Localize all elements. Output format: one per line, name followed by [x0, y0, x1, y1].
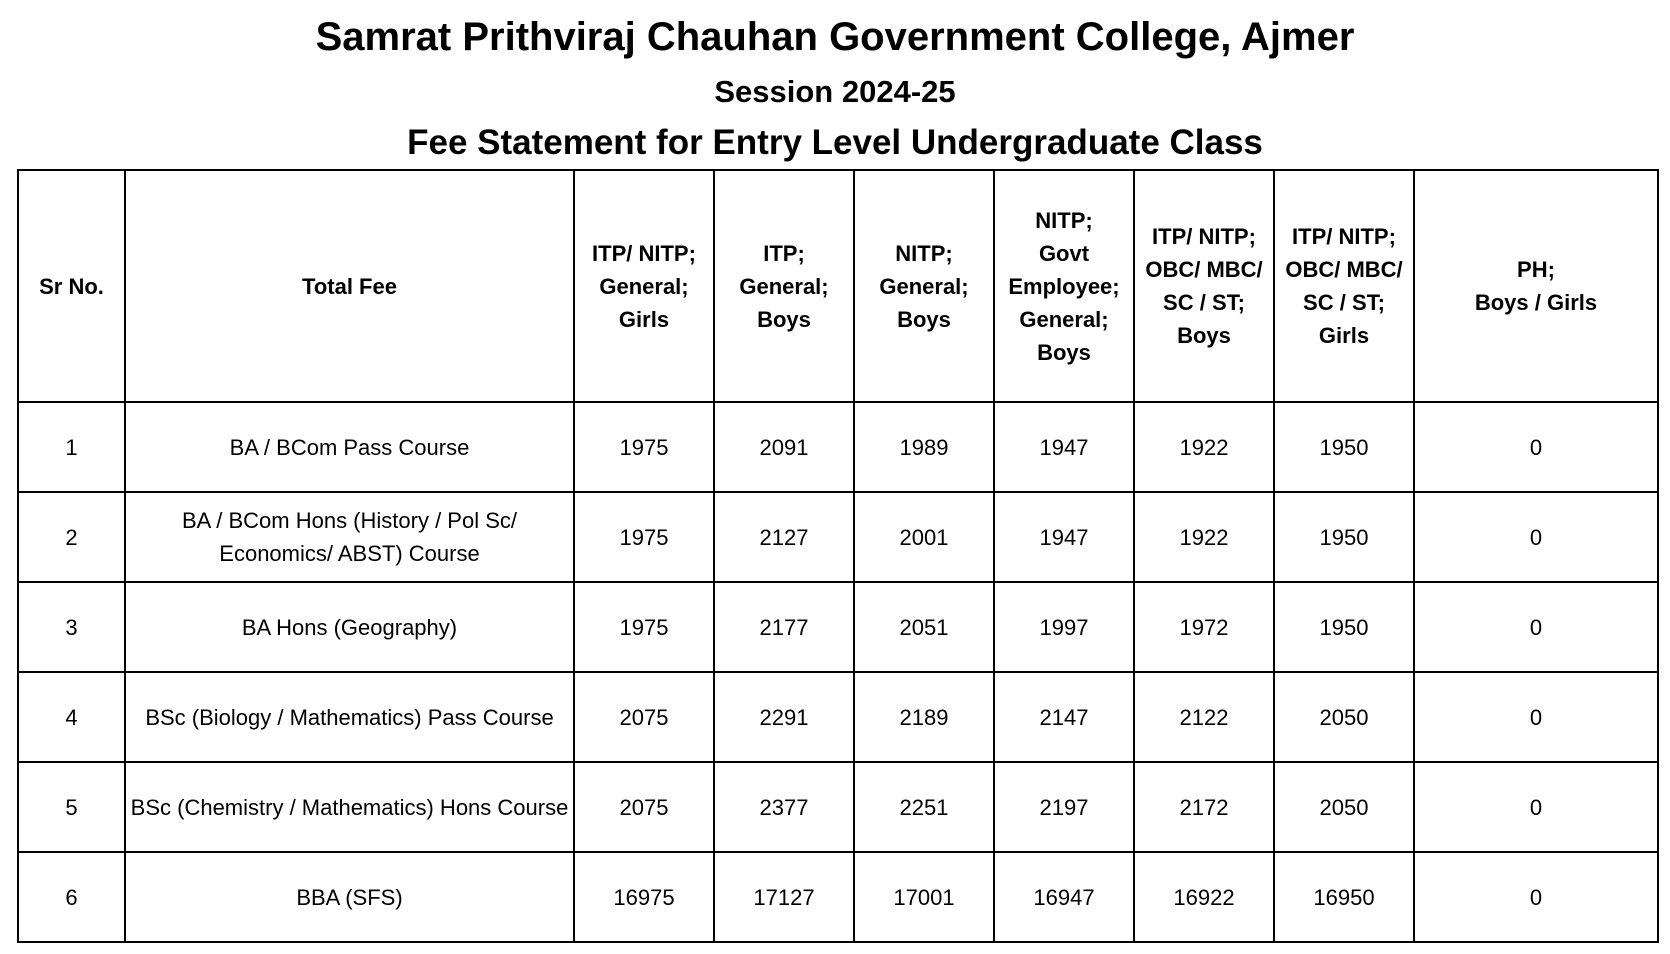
course-line: BSc (Biology / Mathematics) Pass Course — [145, 704, 554, 730]
fee-cell: 1950 — [1274, 402, 1414, 492]
course-cell — [125, 672, 574, 762]
course-line: BA / BCom Hons (History / Pol Sc/ — [182, 508, 517, 533]
fee-table — [17, 169, 1659, 943]
fee-cell: 2197 — [994, 762, 1134, 852]
course-cell — [125, 402, 574, 492]
fee-cell: 1972 — [1134, 582, 1274, 672]
table-row — [18, 402, 1658, 492]
column-header-line: Employee; — [1008, 273, 1120, 299]
sr-no-cell: 4 — [18, 672, 125, 762]
column-header-line: SC / ST; — [1163, 290, 1245, 315]
column-header-line: OBC/ MBC/ — [1145, 257, 1263, 282]
column-header — [854, 170, 994, 402]
column-header-line: ITP; — [763, 240, 805, 266]
column-header — [994, 170, 1134, 402]
column-header-line: NITP; — [1035, 207, 1093, 233]
column-header-line: NITP; — [895, 240, 953, 266]
sr-no-cell: 2 — [18, 492, 125, 582]
table-row — [18, 492, 1658, 582]
table-header-row — [18, 170, 1658, 402]
column-header-line: Boys — [1037, 339, 1091, 365]
fee-cell: 0 — [1414, 762, 1658, 852]
course-line: BA / BCom Pass Course — [229, 434, 470, 460]
column-header-line: OBC/ MBC/ — [1285, 257, 1403, 282]
column-header — [574, 170, 714, 402]
fee-cell: 1989 — [854, 402, 994, 492]
column-header-line: Boys — [897, 306, 951, 332]
table-row — [18, 582, 1658, 672]
column-header-line: General; — [739, 273, 829, 299]
column-header — [1414, 170, 1658, 402]
fee-cell: 1947 — [994, 492, 1134, 582]
fee-cell: 16950 — [1274, 852, 1414, 942]
column-header-line: Girls — [1318, 323, 1370, 348]
fee-cell: 2177 — [714, 582, 854, 672]
fee-cell: 1975 — [574, 582, 714, 672]
column-header — [18, 170, 125, 402]
session-label: Session 2024-25 — [714, 74, 956, 109]
fee-cell: 1922 — [1134, 402, 1274, 492]
college-title: Samrat Prithviraj Chauhan Government College, Ajmer — [315, 15, 1355, 59]
fee-cell: 2075 — [574, 672, 714, 762]
column-header-line: General; — [599, 273, 689, 299]
column-header-line: Boys — [757, 306, 811, 332]
fee-cell: 0 — [1414, 582, 1658, 672]
column-header — [125, 170, 574, 402]
column-header-line: PH; — [1517, 257, 1555, 282]
fee-cell: 2377 — [714, 762, 854, 852]
fee-cell: 2291 — [714, 672, 854, 762]
fee-cell: 2127 — [714, 492, 854, 582]
fee-cell: 17001 — [854, 852, 994, 942]
fee-cell: 2050 — [1274, 672, 1414, 762]
fee-cell: 2091 — [714, 402, 854, 492]
column-header-line: Girls — [618, 306, 670, 332]
fee-cell: 16947 — [994, 852, 1134, 942]
column-header — [714, 170, 854, 402]
fee-cell: 1950 — [1274, 582, 1414, 672]
fee-cell: 2051 — [854, 582, 994, 672]
fee-cell: 2189 — [854, 672, 994, 762]
course-cell — [125, 582, 574, 672]
fee-cell: 2251 — [854, 762, 994, 852]
fee-cell: 2172 — [1134, 762, 1274, 852]
fee-cell: 2122 — [1134, 672, 1274, 762]
fee-cell: 16922 — [1134, 852, 1274, 942]
fee-cell: 1997 — [994, 582, 1134, 672]
column-header — [1274, 170, 1414, 402]
table-row — [18, 852, 1658, 942]
column-header-line: ITP/ NITP; — [1152, 224, 1256, 249]
fee-cell: 2075 — [574, 762, 714, 852]
fee-cell: 1947 — [994, 402, 1134, 492]
column-header-line: SC / ST; — [1303, 290, 1385, 315]
fee-cell: 2001 — [854, 492, 994, 582]
fee-cell: 0 — [1414, 492, 1658, 582]
sr-no-cell: 1 — [18, 402, 125, 492]
table-row — [18, 672, 1658, 762]
fee-cell: 0 — [1414, 402, 1658, 492]
fee-statement-title: Fee Statement for Entry Level Undergraduate Class — [407, 123, 1263, 162]
table-row — [18, 762, 1658, 852]
fee-cell: 1975 — [574, 402, 714, 492]
fee-cell: 2050 — [1274, 762, 1414, 852]
column-header-line: Boys / Girls — [1474, 290, 1598, 315]
fee-cell: 1922 — [1134, 492, 1274, 582]
course-cell — [125, 852, 574, 942]
column-header-line: Boys — [1177, 323, 1231, 348]
sr-no-cell: 5 — [18, 762, 125, 852]
column-header-line: Sr No. — [39, 273, 104, 299]
sr-no-cell: 6 — [18, 852, 125, 942]
course-line: Economics/ ABST) Course — [219, 541, 480, 566]
sr-no-cell: 3 — [18, 582, 125, 672]
table-body — [18, 402, 1658, 942]
course-cell — [125, 762, 574, 852]
fee-cell: 17127 — [714, 852, 854, 942]
course-line: BA Hons (Geography) — [241, 614, 458, 640]
fee-cell: 1975 — [574, 492, 714, 582]
column-header-line: General; — [879, 273, 969, 299]
fee-cell: 2147 — [994, 672, 1134, 762]
fee-cell: 0 — [1414, 672, 1658, 762]
course-line: BBA (SFS) — [296, 884, 403, 910]
fee-cell: 1950 — [1274, 492, 1414, 582]
column-header-line: Govt — [1038, 240, 1090, 266]
column-header-line: ITP/ NITP; — [592, 240, 696, 266]
course-line: BSc (Chemistry / Mathematics) Hons Course — [130, 794, 569, 820]
fee-cell: 16975 — [574, 852, 714, 942]
column-header-line: ITP/ NITP; — [1292, 224, 1396, 249]
course-cell — [125, 492, 574, 582]
column-header-line: Total Fee — [302, 273, 397, 299]
column-header-line: General; — [1019, 306, 1109, 332]
fee-cell: 0 — [1414, 852, 1658, 942]
column-header — [1134, 170, 1274, 402]
